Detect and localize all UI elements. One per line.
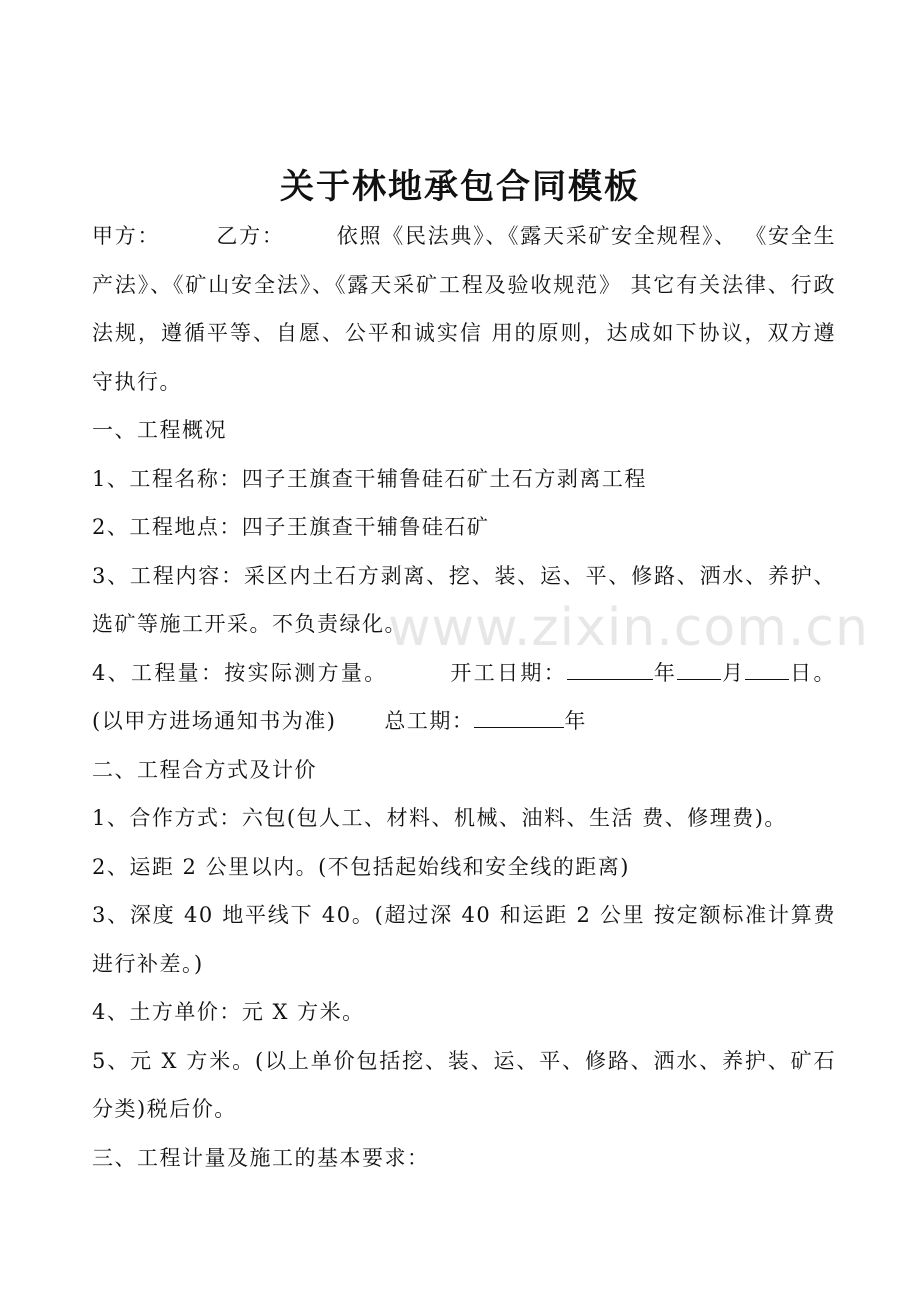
- price-scope: 5、元 X 方米。(以上单价包括挖、装、运、平、修路、洒水、养护、矿石分类)税后价。: [92, 1048, 836, 1121]
- quantity-text: 4、工程量：按实际测方量。: [92, 660, 388, 685]
- intro-text: 依照《民法典》、《露天采矿安全规程》、 《安全生产法》、《矿山安全法》、《露天采矿工程及验收规范》 其它有关法律、行政法规，遵循平等、自愿、公平和诚实信 用的原则，达成如下协议，双方遵守执行。: [92, 224, 837, 394]
- start-date-label: 开工日期：: [449, 660, 568, 685]
- project-location: 2、工程地点：四子王旗查干辅鲁硅石矿: [92, 515, 490, 539]
- section-3-heading: 三、工程计量及施工的基本要求：: [92, 1145, 430, 1170]
- project-quantity: [92, 649, 836, 746]
- document-body: [92, 212, 836, 1182]
- total-period-unit: 年: [564, 709, 587, 733]
- party-b-label: 乙方：: [216, 224, 285, 248]
- earthwork-unit-price: 4、土方单价：元 X 方米。: [92, 1000, 365, 1024]
- day-label: 日。(以甲方进场通知书为准): [92, 660, 837, 733]
- excavation-depth: 3、深度 40 地平线下 40。(超过深 40 和运距 2 公里 按定额标准计算费进行补差。): [92, 903, 836, 976]
- transport-distance: 2、运距 2 公里以内。(不包括起始线和安全线的距离): [92, 854, 630, 879]
- section-2-heading: 二、工程合方式及计价: [92, 757, 317, 782]
- month-label: 月: [721, 660, 746, 685]
- total-period-blank: [474, 705, 564, 728]
- start-month-blank: [677, 657, 721, 680]
- document-title: 关于林地承包合同模板: [280, 167, 640, 207]
- total-period-label: 总工期：: [384, 709, 475, 733]
- project-name: 1、工程名称：四子王旗查干辅鲁硅石矿土石方剥离工程: [92, 466, 647, 491]
- start-year-blank: [567, 657, 653, 680]
- watermark: www.zixin.com.cn: [388, 598, 869, 658]
- party-a-label: 甲方：: [92, 224, 161, 248]
- section-1-heading: 一、工程概况: [92, 418, 227, 442]
- year-label: 年: [653, 660, 678, 685]
- intro-paragraph: [92, 212, 836, 406]
- start-day-blank: [745, 657, 789, 680]
- cooperation-mode: 1、合作方式：六包(包人工、材料、机械、油料、生活 费、修理费)。: [92, 806, 787, 830]
- project-content: 3、工程内容：采区内土石方剥离、挖、装、运、平、修路、洒水、养护、选矿等施工开采。不负责绿化。: [92, 563, 836, 636]
